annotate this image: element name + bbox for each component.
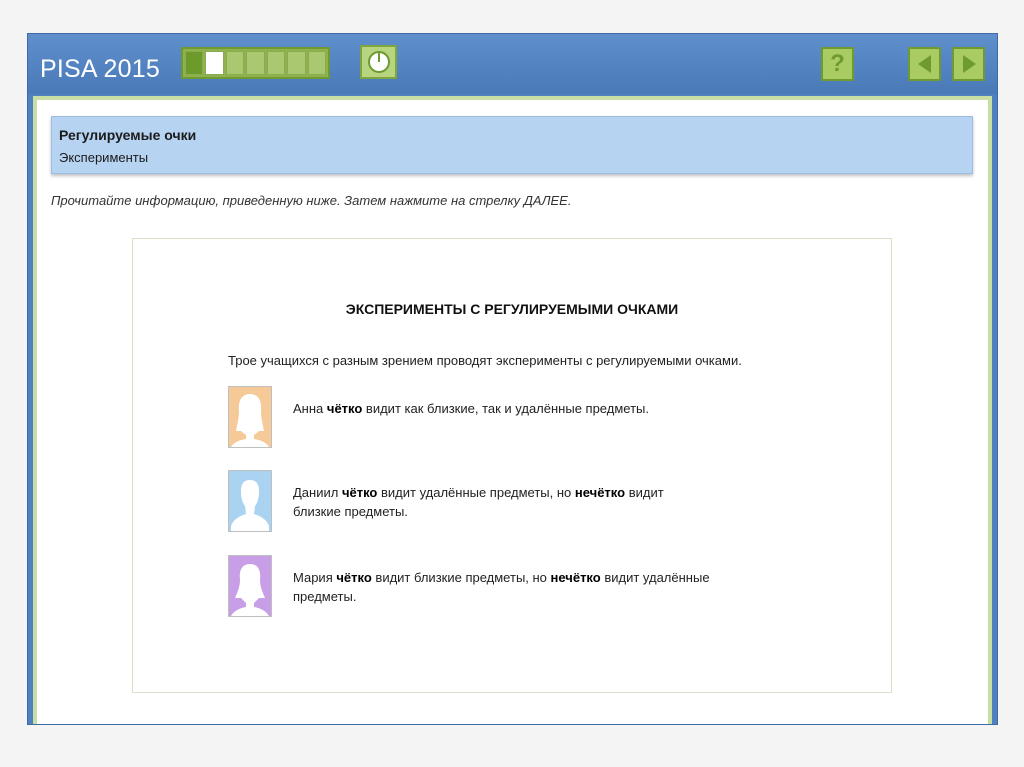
stimulus-intro: Трое учащихся с разным зрением проводят эксперименты с регулируемыми очками. [228, 353, 742, 368]
emphasis: чётко [326, 401, 363, 416]
unit-title: Регулируемые очки [59, 127, 197, 143]
person-name: Даниил [293, 485, 339, 500]
clock-icon [367, 50, 391, 74]
description-text: видит удалённые предметы. [293, 570, 710, 604]
help-button[interactable] [821, 47, 854, 81]
description-text: видит близкие предметы, но [371, 570, 551, 585]
help-icon: ? [830, 50, 845, 77]
header-bar [28, 34, 997, 94]
progress-segment [267, 51, 285, 75]
stimulus-title: ЭКСПЕРИМЕНТЫ С РЕГУЛИРУЕМЫМИ ОЧКАМИ [345, 301, 679, 317]
male-silhouette-icon [229, 471, 271, 531]
unit-subtitle: Эксперименты [59, 150, 149, 165]
next-button[interactable] [952, 47, 985, 81]
unit-header [51, 116, 973, 174]
progress-segment [226, 51, 244, 75]
female-silhouette-icon [229, 387, 271, 447]
app-title: PISA 2015 [40, 55, 160, 83]
person-name: Мария [293, 570, 333, 585]
emphasis: чётко [341, 485, 378, 500]
back-button[interactable] [908, 47, 941, 81]
person-description [293, 483, 713, 521]
content-pane [33, 96, 992, 724]
avatar [228, 470, 272, 532]
avatar [228, 555, 272, 617]
app-window [27, 33, 998, 725]
timer-button[interactable] [360, 45, 397, 79]
emphasis: нечётко [574, 485, 626, 500]
progress-segment [308, 51, 326, 75]
progress-segment [287, 51, 305, 75]
progress-segment-current [205, 51, 223, 75]
arrow-left-icon [915, 53, 935, 75]
progress-bar [181, 47, 330, 79]
person-description [293, 399, 713, 418]
stimulus-panel [132, 238, 892, 693]
instruction-text: Прочитайте информацию, приведенную ниже. Затем нажмите на стрелку ДАЛЕЕ. [51, 193, 572, 208]
person-name: Анна [293, 401, 324, 416]
description-text: видит близкие предметы. [293, 485, 664, 519]
emphasis: чётко [336, 570, 372, 585]
description-text: видит как близкие, так и удалённые предметы. [362, 401, 649, 416]
emphasis: нечётко [550, 570, 601, 585]
progress-segment [246, 51, 264, 75]
arrow-right-icon [959, 53, 979, 75]
avatar [228, 386, 272, 448]
female-silhouette-icon [229, 556, 271, 616]
progress-segment [185, 51, 203, 75]
description-text: видит удалённые предметы, но [377, 485, 575, 500]
person-description [293, 568, 713, 606]
